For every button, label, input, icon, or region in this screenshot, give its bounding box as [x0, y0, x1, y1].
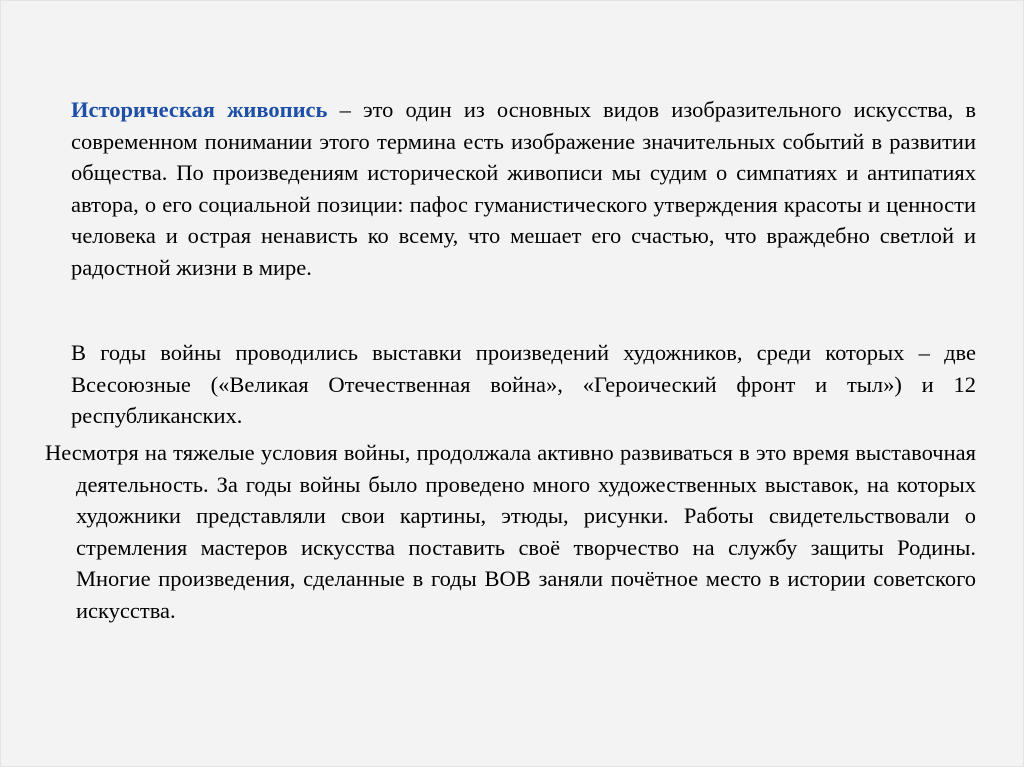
paragraph-historical-painting: [71, 94, 976, 283]
paragraph-war-exhibitions: В годы войны проводились выставки произведений художников, среди которых – две Всесоюзные («Великая Отечественная война», «Героический фронт и тыл») и 12 республиканских.: [71, 340, 976, 428]
paragraph-exhibition-activity: Несмотря на тяжелые условия войны, продолжала активно развиваться в это время выставочная деятельность. За годы войны было проведено много художественных выставок, на которых художники представляли свои картины, этюды, рисунки. Работы свидетельствовали о стремления мастеров искусства поставить своё творчество на службу защиты Родины. Многие произведения, сделанные в годы ВОВ заняли почётное место в истории советского искусства.: [45, 440, 976, 623]
paragraph-1-text: – это один из основных видов изобразительного искусства, в современном понимании этого термина есть изображение значительных событий в развитии общества. По произведениям исторической живописи мы судим о симпатиях и антипатиях автора, о его социальной позиции: пафос гуманистического утверждения красоты и ценности человека и острая ненависть ко всему, что мешает его счастью, что враждебно светлой и радостной жизни в мире.: [71, 97, 976, 280]
highlighted-term: Историческая живопись: [71, 97, 328, 122]
